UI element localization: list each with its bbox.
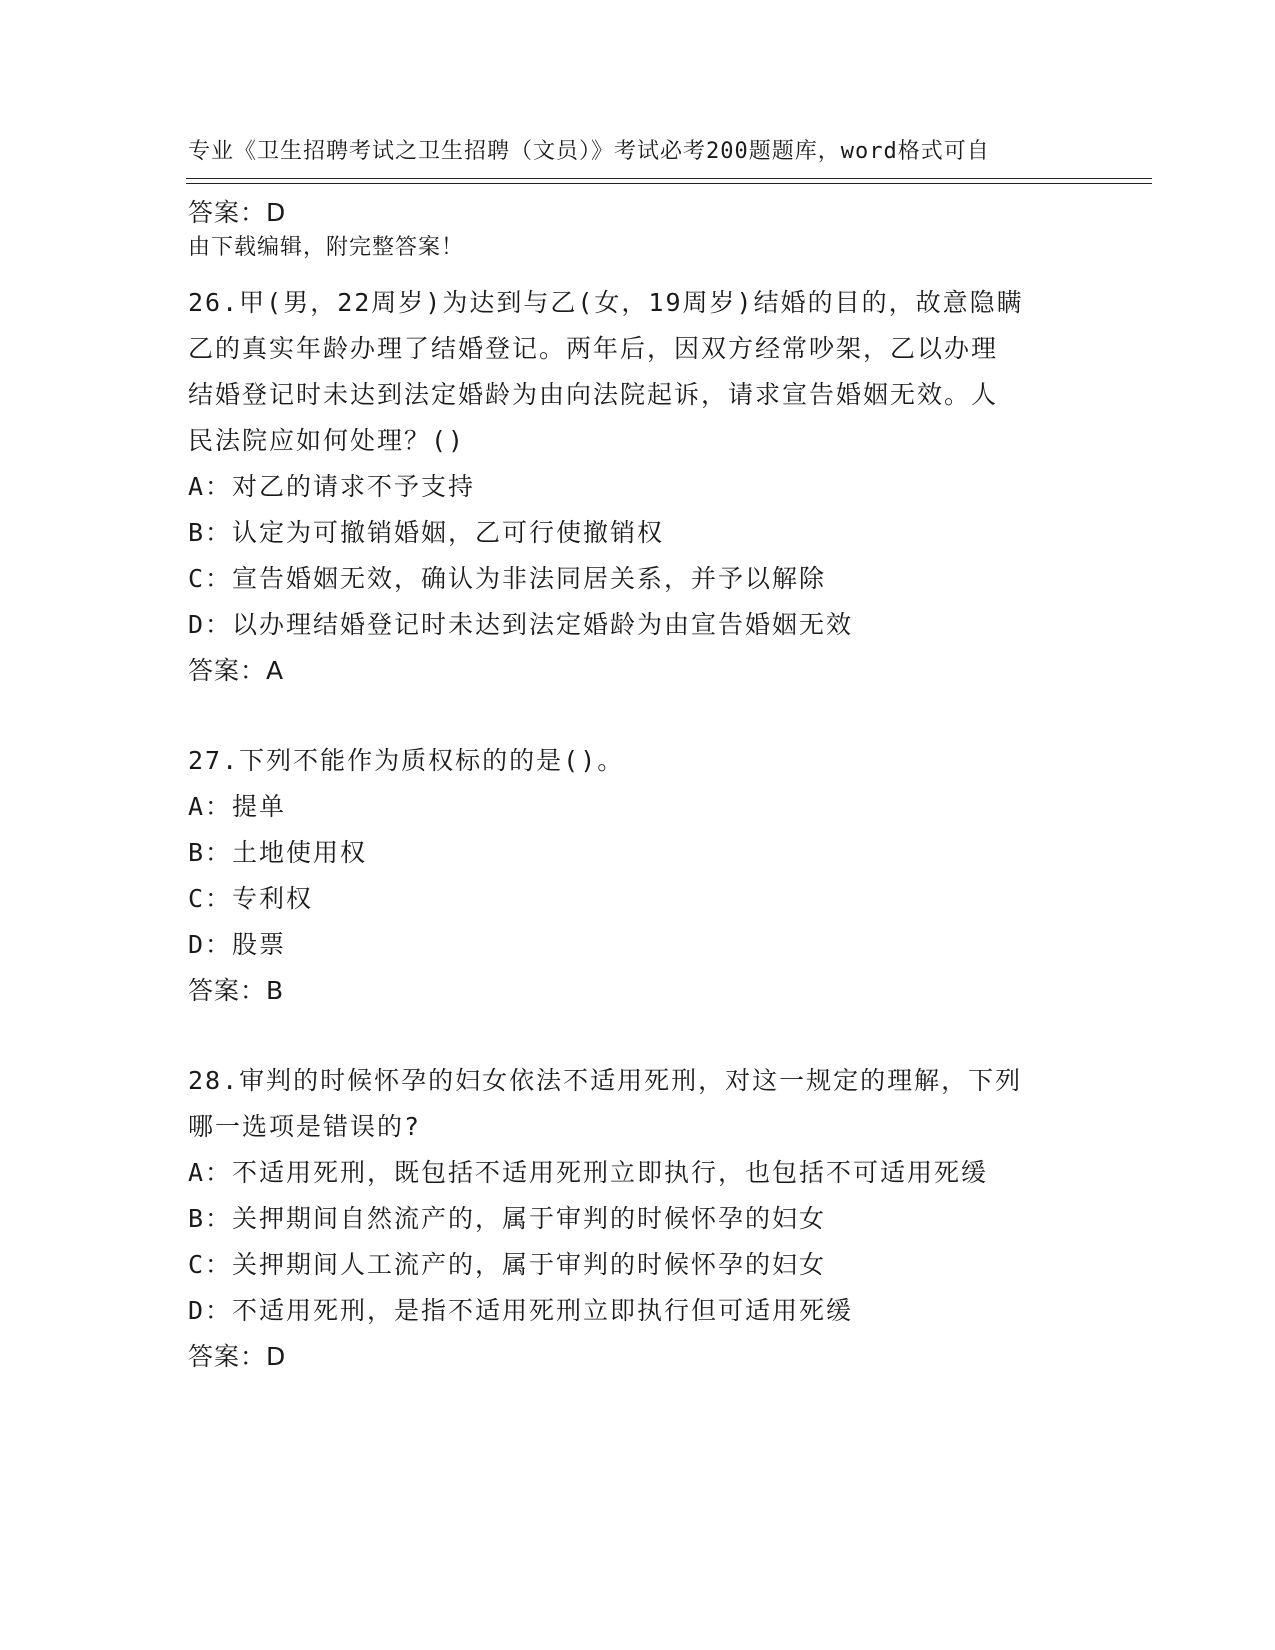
question-28-option-c: C：关押期间人工流产的，属于审判的时候怀孕的妇女 — [188, 1250, 827, 1279]
spacer — [188, 1014, 1088, 1058]
question-27-line-1: 27.下列不能作为质权标的的是()。 — [188, 746, 625, 775]
header-line-2: 由下载编辑，附完整答案！ — [188, 235, 465, 260]
question-27 — [188, 738, 1088, 1014]
question-26-option-d: D：以办理结婚登记时未达到法定婚龄为由宣告婚姻无效 — [188, 610, 854, 639]
question-27-option-d: D：股票 — [188, 930, 287, 959]
question-28-line-2: 哪一选项是错误的? — [188, 1112, 422, 1141]
question-28-option-b: B：关押期间自然流产的，属于审判的时候怀孕的妇女 — [188, 1204, 827, 1233]
spacer — [188, 694, 1088, 738]
spacer — [188, 236, 1088, 280]
question-26-line-3: 结婚登记时未达到法定婚龄为由向法院起诉，请求宣告婚姻无效。人 — [188, 380, 999, 409]
question-26 — [188, 280, 1088, 694]
question-27-option-a: A：提单 — [188, 792, 287, 821]
question-26-line-4: 民法院应如何处理？() — [188, 426, 466, 455]
question-28-line-1: 28.审判的时候怀孕的妇女依法不适用死刑，对这一规定的理解，下列 — [188, 1066, 1023, 1095]
answer-26: 答案：A — [188, 656, 285, 685]
answer-27: 答案：B — [188, 976, 285, 1005]
question-26-option-b: B：认定为可撤销婚姻，乙可行使撤销权 — [188, 518, 665, 547]
question-26-option-a: A：对乙的请求不予支持 — [188, 472, 476, 501]
header-rule-bottom — [186, 183, 1152, 184]
answer-28: 答案：D — [188, 1342, 287, 1371]
document-body — [188, 190, 1088, 1380]
answer-25: 答案：D — [188, 198, 287, 227]
question-26-option-c: C：宣告婚姻无效，确认为非法同居关系，并予以解除 — [188, 564, 827, 593]
question-27-option-b: B：土地使用权 — [188, 838, 368, 867]
question-26-line-1: 26.甲(男，22周岁)为达到与乙(女，19周岁)结婚的目的，故意隐瞒 — [188, 288, 1024, 317]
question-27-option-c: C：专利权 — [188, 884, 314, 913]
question-28 — [188, 1058, 1088, 1380]
header-rule-top — [186, 178, 1152, 179]
question-26-line-2: 乙的真实年龄办理了结婚登记。两年后，因双方经常吵架，乙以办理 — [188, 334, 999, 363]
question-28-option-d: D：不适用死刑，是指不适用死刑立即执行但可适用死缓 — [188, 1296, 854, 1325]
question-28-option-a: A：不适用死刑，既包括不适用死刑立即执行，也包括不可适用死缓 — [188, 1158, 989, 1187]
header-line-1: 专业《卫生招聘考试之卫生招聘（文员）》考试必考200题题库，word格式可自 — [188, 139, 990, 164]
